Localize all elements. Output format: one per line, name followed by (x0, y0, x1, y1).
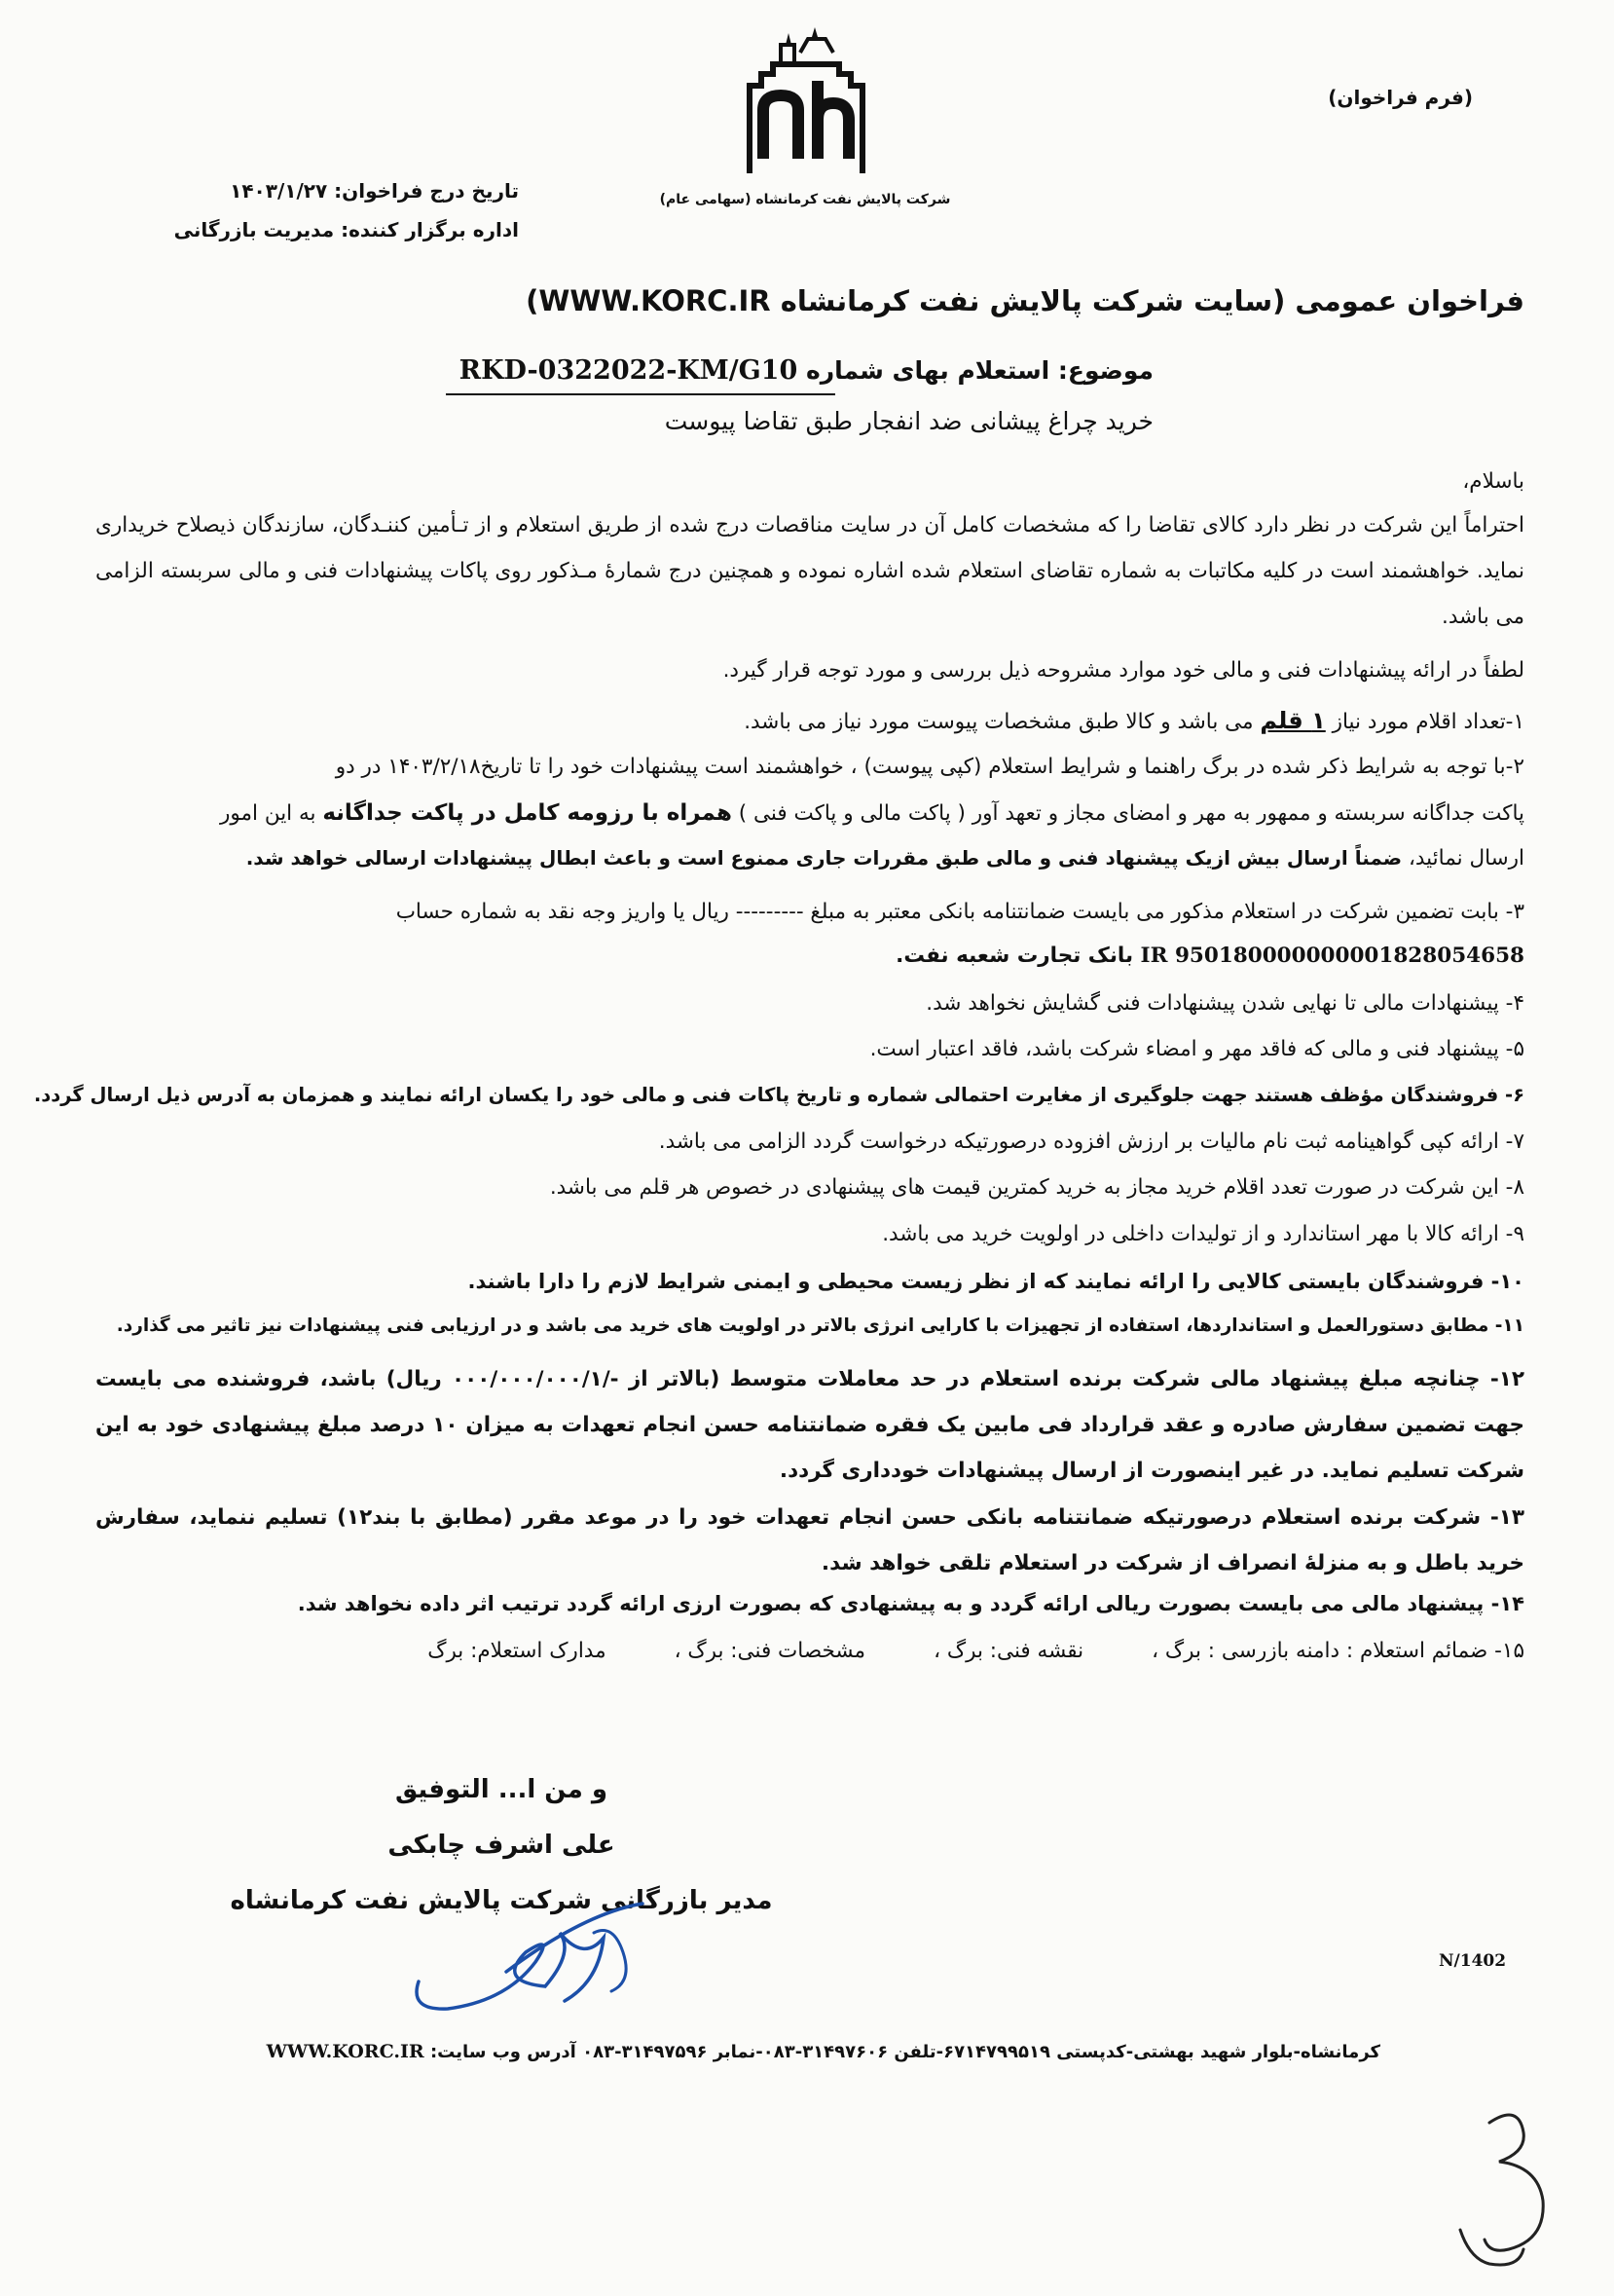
intro-paragraph: احتراماً این شرکت در نظر دارد کالای تقاضا را که مشخصات کامل آن در سایت مناقصات درج شده از طریق استعلام و از تـأمین کننـدگان، سازندگان ذیصلاح خریداری نماید. خواهشمند است در کلیه مکاتبات به شماره تقاضای استعلام شده اشاره نموده و همچنین درج شمارهٔ مـذکور روی پاکات پیشنهادات فنی و مالی سربسته الزامی می باشد. (95, 513, 1524, 629)
item-3-line-1: ۳- بابت تضمین شرکت در استعلام مذکور می بایست ضمانتنامه بانکی معتبر به مبلغ --------- ریال یا واریز وجه نقد به شماره حساب (395, 900, 1524, 924)
attachment-item: مشخصات فنی: برگ ، (674, 1639, 866, 1663)
subject-line (459, 355, 1154, 386)
page-title: فراخوان عمومی (سایت شرکت پالایش نفت کرمانشاه WWW.KORC.IR) (526, 284, 1524, 317)
item-3-line-2: IR 950180000000001828054658 بانک تجارت شعبه نفت. (896, 944, 1524, 968)
lead-in: لطفاً در ارائه پیشنهادات فنی و مالی خود موارد مشروحه ذیل بررسی و مورد توجه قرار گیرد. (722, 658, 1524, 683)
signature-image (389, 1894, 701, 2030)
attachment-item: ۱۵- ضمائم استعلام : دامنه بازرسی : برگ ، (1152, 1639, 1524, 1663)
form-label: (فرم فراخوان) (1328, 86, 1473, 109)
company-logo (732, 27, 878, 173)
item-5: ۵- پیشنهاد فنی و مالی که فاقد مهر و امضاء شرکت باشد، فاقد اعتبار است. (869, 1037, 1524, 1061)
item-6: ۶- فروشندگان مؤظف هستند جهت جلوگیری از مغایرت احتمالی شماره و تاریخ پاکات فنی و مالی خود را یکسان ارائه نمایند و همزمان به آدرس ذیل ارسال گردد. (33, 1084, 1524, 1106)
item-2-line-1: ۲-با توجه به شرایط ذکر شده در برگ راهنما و شرایط استعلام (کپی پیوست) ، خواهشمند است پیشنهادات خود را تا تاریخ۱۴۰۳/۲/۱۸ در دو (335, 755, 1524, 779)
subject-underline (446, 393, 835, 395)
signer-name: علی اشرف چابکی (387, 1831, 615, 1860)
item-12: ۱۲- چنانچه مبلغ پیشنهاد مالی شرکت برنده استعلام در حد معاملات متوسط (بالاتر از -/۰۰۰/۰۰۰/۰۰۰/۱ ریال) باشد، فروشنده می بایست جهت تضمین سفارش صادره و عقد قرارداد فی مابین یک فقره ضمانتنامه حسن انجام تعهدات به میزان ۱۰ درصد مبلغ پیشنهادی خود به این شرکت تسلیم نماید. در غیر اینصورت از ارسال پیشنهادات خودداری گردد. (95, 1367, 1525, 1483)
attachments-row (427, 1639, 1524, 1663)
item-10: ۱۰- فروشندگان بایستی کالایی را ارائه نمایند که از نظر زیست محیطی و ایمنی شرایط لازم را دارا باشند. (467, 1270, 1524, 1293)
item-1: ۱-تعداد اقلام مورد نیاز ۱ قلم می باشد و کالا طبق مشخصات پیوست مورد نیاز می باشد. (744, 707, 1524, 734)
closing-phrase: و من ا... التوفیق (394, 1775, 608, 1804)
organizing-office: اداره برگزار کننده: مدیریت بازرگانی (173, 218, 519, 241)
greeting: باسلام، (1462, 469, 1524, 494)
item-2-line-3: ارسال نمائید، ضمناً ارسال بیش ازیک پیشنهاد فنی و مالی طبق مقررات جاری ممنوع است و باعث ابطال پیشنهادات ارسالی خواهد شد. (245, 846, 1524, 870)
item-8: ۸- این شرکت در صورت تعدد اقلام خرید مجاز به خرید کمترین قیمت های پیشنهادی در خصوص هر قلم می باشد. (549, 1175, 1524, 1200)
attachment-item: نقشه فنی: برگ ، (934, 1639, 1084, 1663)
item-7: ۷- ارائه کپی گواهینامه ثبت نام مالیات بر ارزش افزوده درصورتیکه درخواست گردد الزامی می باشد. (658, 1129, 1524, 1154)
item-13: ۱۳- شرکت برنده استعلام درصورتیکه ضمانتنامه بانکی حسن انجام تعهدات خود را در موعد مقرر (مطابق با بند۱۲) تسلیم ننماید، سفارش خرید باطل و به منزلهٔ انصراف از شرکت در استعلام تلقی خواهد شد. (95, 1505, 1524, 1575)
handwritten-note (1431, 2093, 1567, 2278)
footer-address: کرمانشاه-بلوار شهید بهشتی-کدپستی ۶۷۱۴۷۹۹۵۱۹-تلفن ۳۱۴۹۷۶۰۶-۰۸۳-نمابر ۳۱۴۹۷۵۹۶-۰۸۳ آدرس وب سایت: WWW.KORC.IR (266, 2041, 1380, 2062)
announcement-date: تاریخ درج فراخوان: ۱۴۰۳/۱/۲۷ (230, 179, 519, 203)
attachment-item: مدارک استعلام: برگ (427, 1639, 606, 1663)
company-caption: شرکت پالایش نفت کرمانشاه (سهامی عام) (659, 192, 951, 207)
item-14: ۱۴- پیشنهاد مالی می بایست بصورت ریالی ارائه گردد و به پیشنهادی که بصورت ارزی ارائه گردد ترتیب اثر داده نخواهد شد. (297, 1592, 1524, 1615)
subject-description: خرید چراغ پیشانی ضد انفجار طبق تقاضا پیوست (664, 407, 1154, 435)
tender-number: RKD-0322022-KM/G10 (459, 355, 798, 386)
signer-position: مدیر بازرگانی شرکت پالایش نفت کرمانشاه (230, 1886, 773, 1915)
item-11: ۱۱- مطابق دستورالعمل و استانداردها، استفاده از تجهیزات با کارایی انرژی بالاتر در اولویت های خرید می باشد و در ارزیابی فنی پیشنهادات نیز تاثیر می گذارد. (116, 1315, 1524, 1336)
subject-prefix: موضوع: استعلام بهای شماره (805, 356, 1154, 385)
item-9: ۹- ارائه کالا با مهر استاندارد و از تولیدات داخلی در اولویت خرید می باشد. (882, 1222, 1524, 1246)
item-4: ۴- پیشنهادات مالی تا نهایی شدن پیشنهادات فنی گشایش نخواهد شد. (926, 991, 1524, 1016)
item-2-line-2: پاکت جداگانه سربسته و ممهور به مهر و امضای مجاز و تعهد آور ( پاکت مالی و پاکت فنی ) همراه با رزومه کامل در پاکت جداگانه به این امور (220, 800, 1524, 826)
reference-code: N/1402 (1439, 1951, 1507, 1971)
